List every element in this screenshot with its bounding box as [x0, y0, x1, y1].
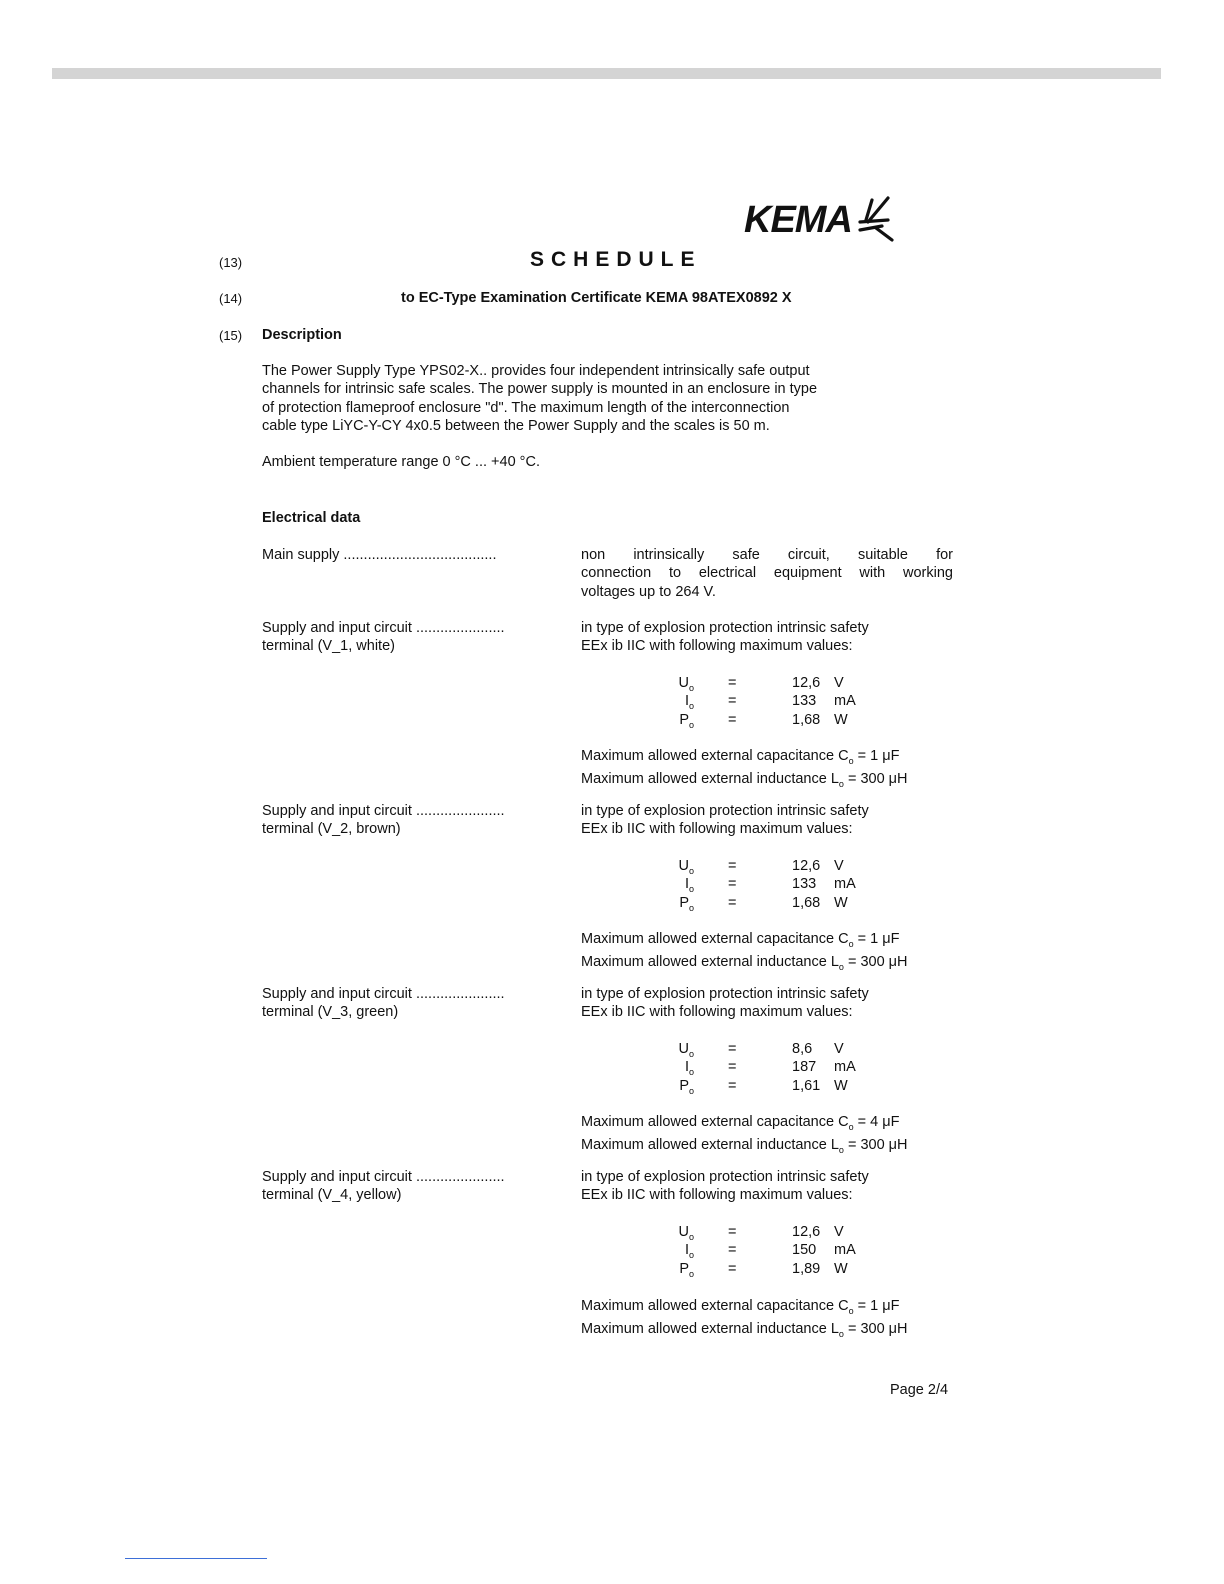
capacitance-line: Maximum allowed external capacitance $C_o = 1$ μF [581, 931, 900, 949]
inductance-line: Maximum allowed external inductance $L_o = 300$ μH [581, 771, 908, 790]
value-unit: mA [834, 876, 856, 893]
value-symbol: $I_o$ [684, 693, 694, 712]
section-number-14: (14) [219, 291, 243, 306]
section-number-15: (15) [219, 328, 243, 343]
value-symbol: $U_o$ [678, 1224, 694, 1242]
ambient-temperature: Ambient temperature range 0 °C ... +40 °C. [262, 454, 540, 470]
value-unit: W [834, 1077, 848, 1094]
description-heading: Description [262, 327, 342, 343]
value-symbol: $I_o$ [684, 1059, 694, 1078]
page-number: Page 2/4 [890, 1382, 949, 1398]
value-unit: W [834, 894, 848, 911]
circuit-terminal-label: terminal (V_4, yellow) [262, 1187, 402, 1204]
circuit-4-label [262, 1168, 505, 1205]
circuit-desc-line: in type of explosion protection intrinsic safety [581, 1169, 869, 1185]
description-line: channels for intrinsic safe scales. The power supply is mounted in an enclosure in type [262, 381, 818, 398]
value-symbol: $U_o$ [678, 1041, 694, 1059]
value-number: 133 [792, 876, 817, 893]
circuit-2-description [581, 802, 869, 839]
circuit-2-label [262, 802, 505, 839]
value-symbol: $U_o$ [678, 675, 694, 693]
value-unit: mA [834, 1059, 856, 1076]
capacitance-line: Maximum allowed external capacitance $C_o = 4$ μF [581, 1114, 900, 1132]
circuit-4-description [581, 1168, 869, 1205]
value-unit: V [834, 1041, 844, 1057]
value-symbol: $P_o$ [679, 894, 694, 913]
circuit-label-line: Supply and input circuit ...................... [262, 620, 505, 636]
circuit-3-label [262, 985, 505, 1022]
circuit-terminal-label: terminal (V_2, brown) [262, 821, 401, 838]
circuit-desc-line: EEx ib IIC with following maximum values: [581, 821, 853, 838]
circuit-1-description [581, 619, 869, 656]
capacitance-line: Maximum allowed external capacitance $C_o = 1$ μF [581, 1298, 900, 1316]
main-supply-line: voltages up to 264 V. [581, 583, 716, 600]
circuit-3-limits [581, 1113, 908, 1159]
value-number: 1,68 [792, 894, 821, 911]
value-unit: V [834, 858, 844, 874]
kema-logo [744, 196, 904, 244]
footer-underline [125, 1558, 267, 1559]
certificate-subtitle: to EC-Type Examination Certificate KEMA 98ATEX0892 X [401, 290, 792, 306]
value-number: 1,89 [792, 1260, 821, 1277]
value-symbol: $I_o$ [684, 1242, 694, 1261]
value-number: 12,6 [792, 1224, 821, 1240]
circuit-1-label [262, 619, 505, 656]
value-number: 187 [792, 1059, 817, 1076]
electrical-data-heading: Electrical data [262, 510, 361, 526]
main-supply-line: non intrinsically safe circuit, suitable for [581, 547, 953, 563]
value-number: 1,68 [792, 711, 821, 728]
top-border-bar [52, 68, 1161, 79]
value-unit: W [834, 711, 848, 728]
value-unit: mA [834, 1242, 856, 1259]
value-unit: V [834, 675, 844, 691]
description-line: cable type LiYC-Y-CY 4x0.5 between the Power Supply and the scales is 50 m. [262, 417, 770, 434]
inductance-line: Maximum allowed external inductance $L_o = 300$ μH [581, 1321, 908, 1340]
circuit-4-limits [581, 1297, 908, 1343]
circuit-desc-line: EEx ib IIC with following maximum values: [581, 638, 853, 655]
value-unit: W [834, 1260, 848, 1277]
circuit-desc-line: in type of explosion protection intrinsic safety [581, 803, 869, 819]
circuit-3-description [581, 985, 869, 1022]
value-unit: V [834, 1224, 844, 1240]
capacitance-line: Maximum allowed external capacitance $C_o = 1$ μF [581, 748, 900, 766]
value-symbol: $I_o$ [684, 876, 694, 895]
value-symbol: $P_o$ [679, 1077, 694, 1096]
circuit-terminal-label: terminal (V_1, white) [262, 638, 395, 655]
page-title: SCHEDULE [530, 248, 702, 271]
value-number: 8,6 [792, 1041, 813, 1057]
value-symbol: $P_o$ [679, 1260, 694, 1279]
main-supply-description [581, 546, 953, 601]
circuit-desc-line: in type of explosion protection intrinsic safety [581, 620, 869, 636]
circuit-label-line: Supply and input circuit ...................... [262, 986, 505, 1002]
value-number: 12,6 [792, 858, 821, 874]
description-line: of protection flameproof enclosure "d". The maximum length of the interconnection [262, 399, 790, 416]
main-supply-line: connection to electrical equipment with working [581, 565, 953, 582]
inductance-line: Maximum allowed external inductance $L_o = 300$ μH [581, 1137, 908, 1156]
section-number-13: (13) [219, 255, 243, 270]
kema-logo-icon [858, 196, 898, 242]
kema-logo-text: KEMA [744, 199, 852, 241]
value-number: 1,61 [792, 1077, 821, 1094]
value-number: 150 [792, 1242, 817, 1259]
circuit-terminal-label: terminal (V_3, green) [262, 1004, 399, 1021]
description-paragraph [262, 362, 902, 435]
value-symbol: $U_o$ [678, 858, 694, 876]
circuit-1-limits [581, 747, 908, 793]
inductance-line: Maximum allowed external inductance $L_o = 300$ μH [581, 954, 908, 973]
circuit-desc-line: in type of explosion protection intrinsic safety [581, 986, 869, 1002]
circuit-desc-line: EEx ib IIC with following maximum values: [581, 1187, 853, 1204]
value-number: 12,6 [792, 675, 821, 691]
value-unit: mA [834, 693, 856, 710]
circuit-label-line: Supply and input circuit ...................... [262, 803, 505, 819]
value-number: 133 [792, 693, 817, 710]
circuit-desc-line: EEx ib IIC with following maximum values: [581, 1004, 853, 1021]
value-symbol: $P_o$ [679, 711, 694, 730]
main-supply-label: Main supply ...................................... [262, 547, 497, 563]
circuit-label-line: Supply and input circuit ...................... [262, 1169, 505, 1185]
circuit-2-limits [581, 930, 908, 976]
description-line: The Power Supply Type YPS02-X.. provides four independent intrinsically safe output [262, 363, 810, 379]
